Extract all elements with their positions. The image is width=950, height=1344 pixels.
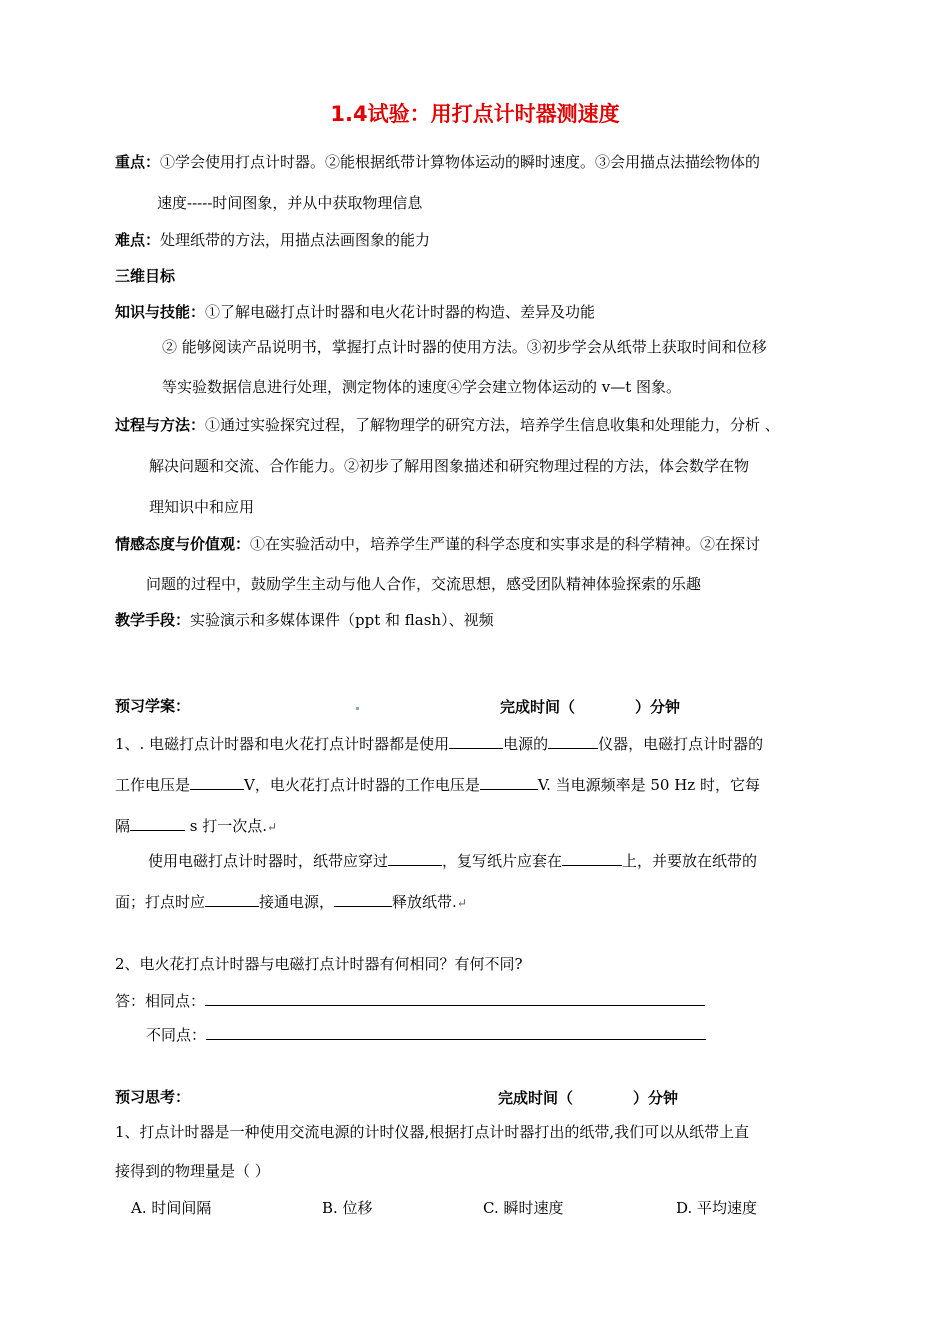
option-a[interactable]: A. 时间间隔 (131, 1199, 212, 1217)
preview-q1-line2: 工作电压是 V，电火花打点计时器的工作电压是 V. 当电源频率是 50 Hz 时，它每 (115, 773, 760, 795)
knowledge-line2: ② 能够阅读产品说明书，掌握打点计时器的使用方法。③初步学会从纸带上获取时间和位移 (162, 338, 767, 356)
preview-q1-line5: 面；打点时应 接通电源， 释放纸带.↵ (115, 890, 467, 913)
option-c[interactable]: C. 瞬时速度 (483, 1199, 564, 1217)
three-goals-heading: 三维目标 (115, 267, 176, 285)
preview-q1-line3: 隔 s 打一次点.↵ (115, 814, 277, 837)
emotion-label: 情感态度与价值观： (115, 535, 251, 553)
thinking-heading: 预习思考： (115, 1088, 191, 1106)
key-points-line2: 速度-----时间图象，并从中获取物理信息 (157, 194, 423, 212)
blank-connect-order[interactable] (205, 890, 259, 907)
preview-q1-line4: 使用电磁打点计时器时，纸带应穿过 ，复写纸片应套在 上，并要放在纸带的 (148, 849, 757, 871)
blank-tape-through[interactable] (388, 849, 442, 866)
blank-power-type[interactable] (449, 732, 503, 749)
thinking-time: 完成时间（ ）分钟 (498, 1089, 679, 1107)
answer-same-blank[interactable] (205, 989, 705, 1006)
difficulties-label: 难点： (115, 231, 161, 249)
blank-interval[interactable] (130, 814, 185, 831)
preview-q1-line1: 1、. 电磁打点计时器和电火花打点计时器都是使用 电源的 仪器，电磁打点计时器的 (115, 732, 763, 754)
teaching-label: 教学手段： (115, 611, 191, 629)
stray-dot (356, 707, 359, 710)
blank-instrument[interactable] (548, 732, 598, 749)
thinking-q1-line2: 接得到的物理量是（ ） (115, 1162, 270, 1180)
preview-time: 完成时间（ ）分钟 (500, 698, 681, 716)
process-line3: 理知识中和应用 (149, 498, 255, 516)
knowledge-line3: 等实验数据信息进行处理，测定物体的速度④学会建立物体运动的 v—t 图象。 (162, 378, 682, 396)
knowledge-line1: 知识与技能：①了解电磁打点计时器和电火花计时器的构造、差异及功能 (115, 303, 596, 321)
process-line2: 解决问题和交流、合作能力。②初步了解用图象描述和研究物理过程的方法，体会数学在物 (149, 457, 750, 475)
emotion-line2: 问题的过程中，鼓励学生主动与他人合作，交流思想，感受团队精神体验探索的乐趣 (146, 575, 702, 593)
answer-diff-line: 不同点： (146, 1023, 706, 1045)
option-b[interactable]: B. 位移 (322, 1199, 373, 1217)
key-points-label: 重点： (115, 153, 161, 171)
emotion-line1: 情感态度与价值观：①在实验活动中，培养学生严谨的科学态度和实事求是的科学精神。②在探讨 (115, 535, 761, 553)
preview-q2: 2、电火花打点计时器与电磁打点计时器有何相同？有何不同? (115, 955, 523, 973)
teaching-line: 教学手段：实验演示和多媒体课件（ppt 和 flash）、视频 (115, 611, 494, 629)
key-points-line1: 重点：①学会使用打点计时器。②能根据纸带计算物体运动的瞬时速度。③会用描点法描绘物体的 (115, 153, 761, 171)
answer-diff-blank[interactable] (206, 1023, 706, 1040)
process-label: 过程与方法： (115, 416, 206, 434)
process-line1: 过程与方法：①通过实验探究过程，了解物理学的研究方法，培养学生信息收集和处理能力，分析 、 (115, 416, 780, 434)
answer-same-line: 答：相同点： (115, 989, 705, 1011)
knowledge-label: 知识与技能： (115, 303, 206, 321)
blank-spark-voltage[interactable] (480, 773, 538, 790)
preview-heading: 预习学案： (115, 697, 191, 715)
blank-carbon-on[interactable] (562, 849, 622, 866)
blank-em-voltage[interactable] (190, 773, 244, 790)
option-d[interactable]: D. 平均速度 (676, 1199, 758, 1217)
page-title: 1.4试验：用打点计时器测速度 (330, 102, 620, 126)
blank-release-order[interactable] (334, 890, 392, 907)
difficulties-line: 难点：处理纸带的方法，用描点法画图象的能力 (115, 231, 431, 249)
thinking-q1-line1: 1、打点计时器是一种使用交流电源的计时仪器,根据打点计时器打出的纸带,我们可以从纸带上直 (115, 1123, 750, 1141)
